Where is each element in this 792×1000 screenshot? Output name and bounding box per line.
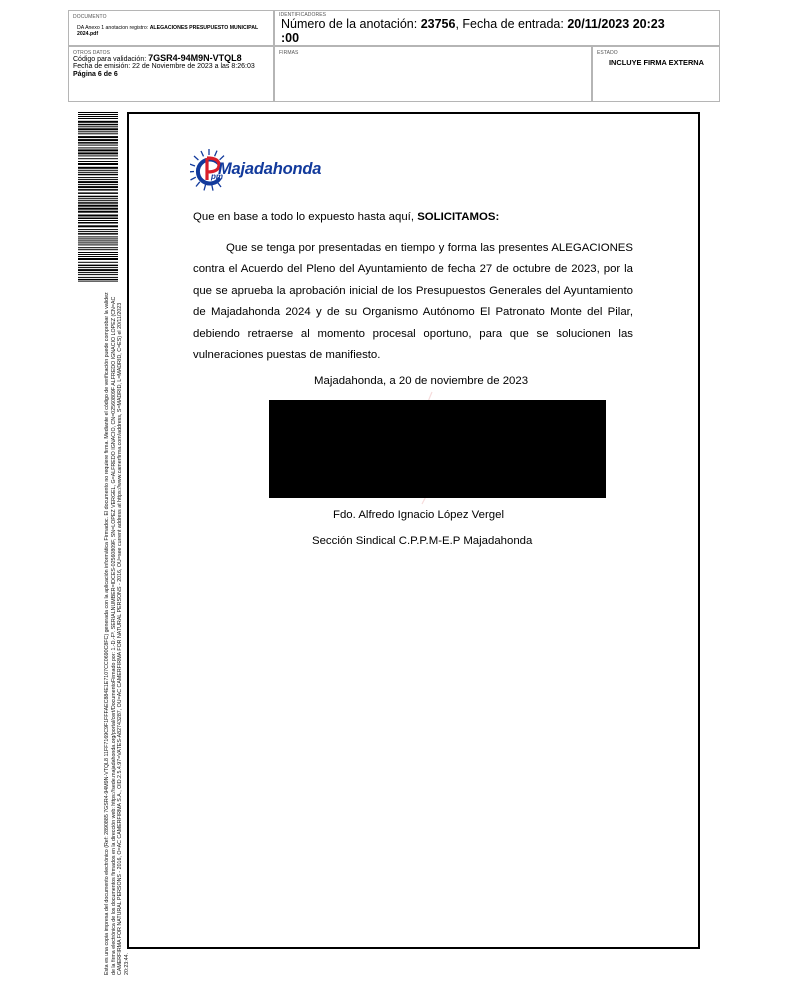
barcode-bar	[78, 163, 118, 165]
estado-box	[592, 46, 720, 102]
barcode-bar	[78, 177, 118, 178]
barcode-bar	[78, 229, 118, 230]
barcode-bar	[78, 258, 118, 260]
barcode-bar	[78, 152, 118, 154]
otros-datos-content	[73, 55, 273, 78]
barcode-bar	[78, 225, 118, 227]
validation-label: Código para validación:	[73, 56, 147, 63]
barcode-bar	[78, 124, 118, 126]
barcode-bar	[78, 136, 118, 138]
barcode-bar	[78, 174, 118, 176]
barcode-bar	[78, 262, 118, 263]
barcode-bar	[78, 238, 118, 239]
entry-label: , Fecha de entrada:	[455, 17, 564, 31]
barcode-bar	[78, 147, 118, 148]
documento-box	[68, 10, 274, 46]
documento-caption: DOCUMENTO	[73, 14, 107, 20]
barcode-bar	[78, 172, 118, 173]
barcode-bar	[78, 218, 118, 220]
firmas-box	[274, 46, 592, 102]
barcode-bar	[78, 200, 118, 201]
barcode-bar	[78, 198, 118, 199]
annotation-line	[281, 17, 713, 45]
signed-by: Fdo. Alfredo Ignacio López Vergel	[333, 509, 504, 521]
barcode-bar	[78, 208, 118, 210]
barcode-bar	[78, 158, 118, 159]
estado-caption: ESTADO	[597, 50, 618, 56]
barcode-bar	[78, 254, 118, 255]
barcode-bar	[78, 128, 118, 130]
intro-solicitamos: SOLICITAMOS:	[417, 211, 500, 223]
barcode-bar	[78, 161, 118, 162]
firmas-caption: FIRMAS	[279, 50, 299, 56]
otros-caption: OTROS DATOS	[73, 50, 111, 56]
barcode-bar	[78, 170, 118, 171]
barcode-bar	[78, 149, 118, 151]
barcode-bar	[78, 279, 118, 281]
barcode-bar	[78, 202, 118, 204]
logo-text: Majadahonda	[218, 160, 322, 178]
barcode-bar	[78, 247, 118, 248]
barcode-bar	[78, 121, 118, 123]
barcode-bar	[78, 189, 118, 191]
entry-date-seconds: :00	[281, 31, 300, 45]
logo-mark-text: pm	[211, 172, 223, 181]
barcode-bar	[78, 167, 118, 169]
barcode-bar	[78, 118, 118, 119]
intro-line	[193, 211, 499, 223]
barcode-bar	[78, 267, 118, 268]
barcode-bar	[78, 181, 118, 183]
barcode-bar	[78, 256, 118, 257]
identificadores-caption: IDENTIFICADORES	[279, 12, 327, 18]
document-filename	[77, 25, 269, 38]
request-paragraph	[193, 238, 633, 366]
barcode-bar	[78, 116, 118, 117]
document-filename-prefix: DA Anexo 1 anotacion registro:	[77, 25, 149, 31]
barcode-bar	[78, 133, 118, 134]
barcode-bar	[78, 240, 118, 241]
document-filename-bold: ALEGACIONES PRESUPUESTO MUNICIPAL 2024.pdf	[77, 25, 259, 38]
barcode-bar	[78, 179, 118, 180]
barcode-bar	[78, 272, 118, 273]
barcode-bar	[78, 274, 118, 275]
barcode-bar	[78, 277, 118, 278]
section-name: Sección Sindical C.P.P.M-E.P Majadahonda	[312, 535, 533, 547]
barcode-bar	[78, 215, 118, 217]
barcode-bar	[78, 252, 118, 253]
barcode-bar	[78, 269, 118, 271]
request-paragraph-text: Que se tenga por presentadas en tiempo y forma las presentes ALEGACIONES contra el Acuerdo del Pleno del Ayuntamiento de fecha 27 de octubre de 2023, por la que se aprueba la aprobación inicial de los Presupuestos Generales del Ayuntamiento de Majadahonda 2024 y de su Organismo Autónomo El Patronato Monte del Pilar, debiendo retraerse al momento procesal oportuno, para que se solucionen las vulneraciones puestas de manifiesto.	[193, 242, 633, 362]
barcode-bar	[78, 211, 118, 213]
entry-date: 20/11/2023 20:23	[567, 17, 665, 31]
page-number: Página 6 de 6	[73, 70, 118, 78]
barcode-bar	[78, 112, 118, 113]
barcode-bar	[78, 186, 118, 188]
estado-value: INCLUYE FIRMA EXTERNA	[609, 58, 704, 67]
barcode-bar	[78, 249, 118, 250]
annotation-number: 23756	[420, 17, 456, 31]
barcode-bar	[78, 114, 118, 115]
barcode-bar	[78, 139, 118, 141]
barcode-bar	[78, 155, 118, 156]
barcode-bar	[78, 222, 118, 224]
side-legal-text: Esta es una copia impresa del documento electrónico (Ref: 2890885 7GSR4-94M9N-VTQL8 11FF7169C9F1FFFAEC884E1E7107CC0690C8FC) generada con la aplicación informática Firmadoc. El documento no requiere firma. Mediante el código de verificación puede comprobar la validez de la firma electrónica de los documentos firmados en la dirección web: https://sede.majadahonda.org/portal/cert/DocumentoFirmado por: 1.-D.-Fº. SERIALNUMBER=IDCES-02560809F, SN=LOPEZ VERGEL, G=ALFREDO IGNACIO, CN=02560809F ALFREDO IGNACIO LOPEZ (CN=AC CAMERFIRMA FOR NATURAL PERSONS - 2016, O=AC CAMERFIRMA S.A., OID.2.5.4.97=VATES-A82743287, OU=AC CAMERFIRMA FOR NATURAL PERSONS - 2016, OU=see current address at https://www.camerfirma.com/address, S=MADRID, L=MADRID, C=ES) el 20/11/2023 20:23:44.	[104, 292, 130, 975]
barcode-bar	[78, 236, 118, 237]
barcode-bar	[78, 231, 118, 232]
validation-code: 7GSR4-94M9N-VTQL8	[148, 53, 242, 63]
barcode-bar	[78, 131, 118, 132]
barcode-bar	[78, 142, 118, 144]
annotation-label: Número de la anotación:	[281, 17, 418, 31]
barcode-image	[78, 112, 118, 282]
barcode-bar	[78, 205, 118, 207]
barcode-bar	[78, 233, 118, 235]
barcode-bar	[78, 265, 118, 267]
barcode-bar	[78, 192, 118, 194]
barcode-bar	[78, 196, 118, 198]
emission-date: Fecha de emisión: 22 de Noviembre de 2023 a las 8:26:03	[73, 63, 255, 71]
otros-datos-box	[68, 46, 274, 102]
place-date: Majadahonda, a 20 de noviembre de 2023	[314, 375, 529, 387]
redacted-signature-block	[269, 400, 606, 498]
barcode-bar	[78, 281, 118, 282]
barcode-bar	[78, 244, 118, 245]
barcode-bar	[78, 220, 118, 221]
identificadores-box	[274, 10, 720, 46]
intro-text: Que en base a todo lo expuesto hasta aquí,	[193, 211, 418, 223]
barcode-bar	[78, 145, 118, 146]
barcode-bar	[78, 184, 118, 185]
barcode-bar	[78, 242, 118, 243]
barcode-bar	[78, 126, 118, 127]
